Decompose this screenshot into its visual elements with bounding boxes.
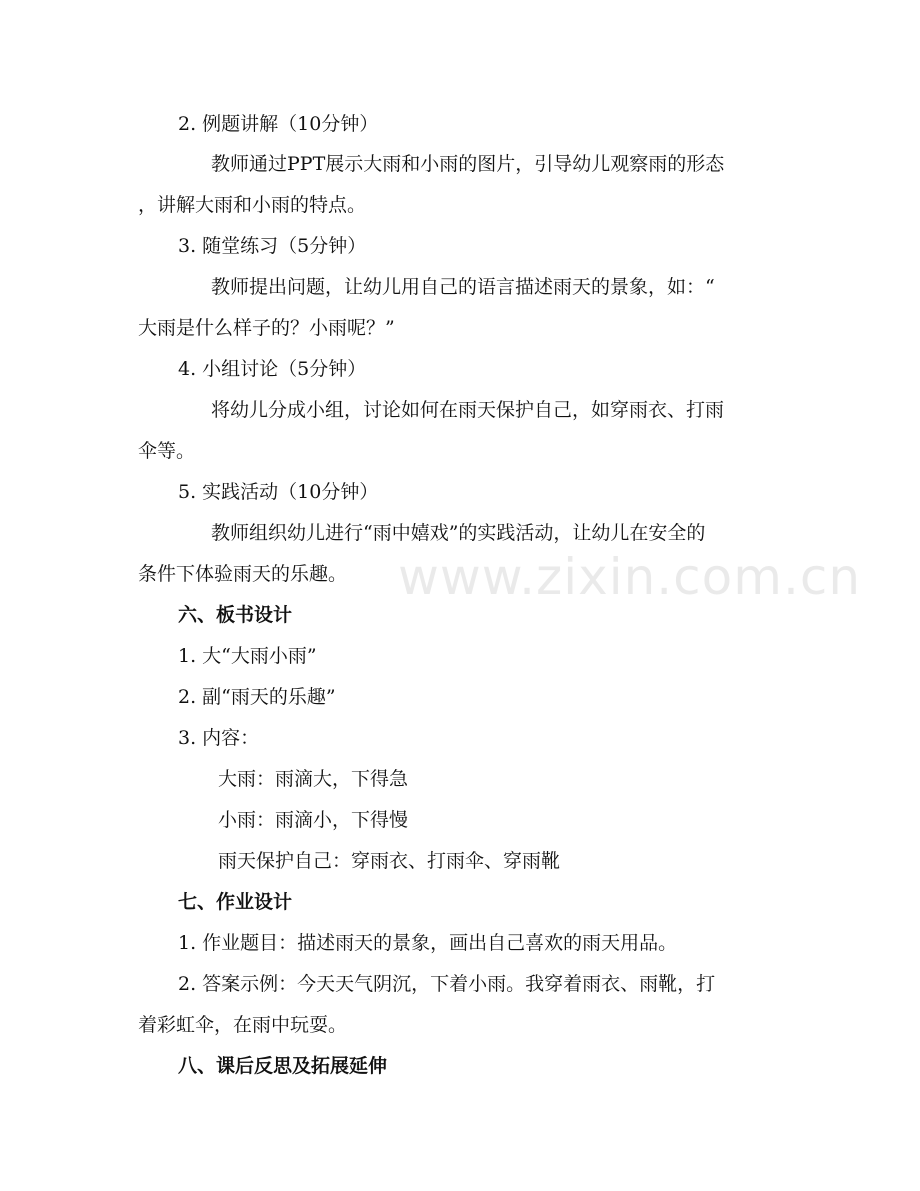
content-line: 小雨：雨滴小，下得慢 <box>218 809 409 831</box>
list-item-practice-activity: 5. 实践活动（10分钟） <box>178 481 379 503</box>
paragraph-line: 着彩虹伞，在雨中玩耍。 <box>138 1014 348 1036</box>
list-item-group-discussion: 4. 小组讨论（5分钟） <box>178 358 367 380</box>
paragraph-line: 伞等。 <box>138 440 196 462</box>
paragraph-line: 教师提出问题，让幼儿用自己的语言描述雨天的景象，如：“ <box>211 276 715 298</box>
paragraph-line: 教师通过PPT展示大雨和小雨的图片，引导幼儿观察雨的形态 <box>211 153 725 175</box>
list-item: 3. 内容： <box>178 727 260 749</box>
watermark: www.zixin.com.cn <box>398 548 862 606</box>
paragraph-line: 教师组织幼儿进行“雨中嬉戏”的实践活动，让幼儿在安全的 <box>211 522 706 544</box>
section-heading-reflection: 八、课后反思及拓展延伸 <box>178 1055 388 1077</box>
list-item: 2. 答案示例：今天天气阴沉，下着小雨。我穿着雨衣、雨靴，打 <box>178 973 716 995</box>
section-heading-blackboard: 六、板书设计 <box>178 604 293 626</box>
content-line: 大雨：雨滴大，下得急 <box>218 768 409 790</box>
list-item: 2. 副“雨天的乐趣” <box>178 686 336 708</box>
list-item-example-explanation: 2. 例题讲解（10分钟） <box>178 113 379 135</box>
paragraph-line: 条件下体验雨天的乐趣。 <box>138 563 348 585</box>
list-item: 1. 大“大雨小雨” <box>178 645 317 667</box>
paragraph-line: ，讲解大雨和小雨的特点。 <box>138 194 367 216</box>
list-item-practice: 3. 随堂练习（5分钟） <box>178 235 367 257</box>
paragraph-line: 将幼儿分成小组，讨论如何在雨天保护自己，如穿雨衣、打雨 <box>211 399 725 421</box>
section-heading-homework: 七、作业设计 <box>178 891 293 913</box>
paragraph-line: 大雨是什么样子的？小雨呢？” <box>138 317 395 339</box>
list-item: 1. 作业题目：描述雨天的景象，画出自己喜欢的雨天用品。 <box>178 932 678 954</box>
content-line: 雨天保护自己：穿雨衣、打雨伞、穿雨靴 <box>218 850 561 872</box>
